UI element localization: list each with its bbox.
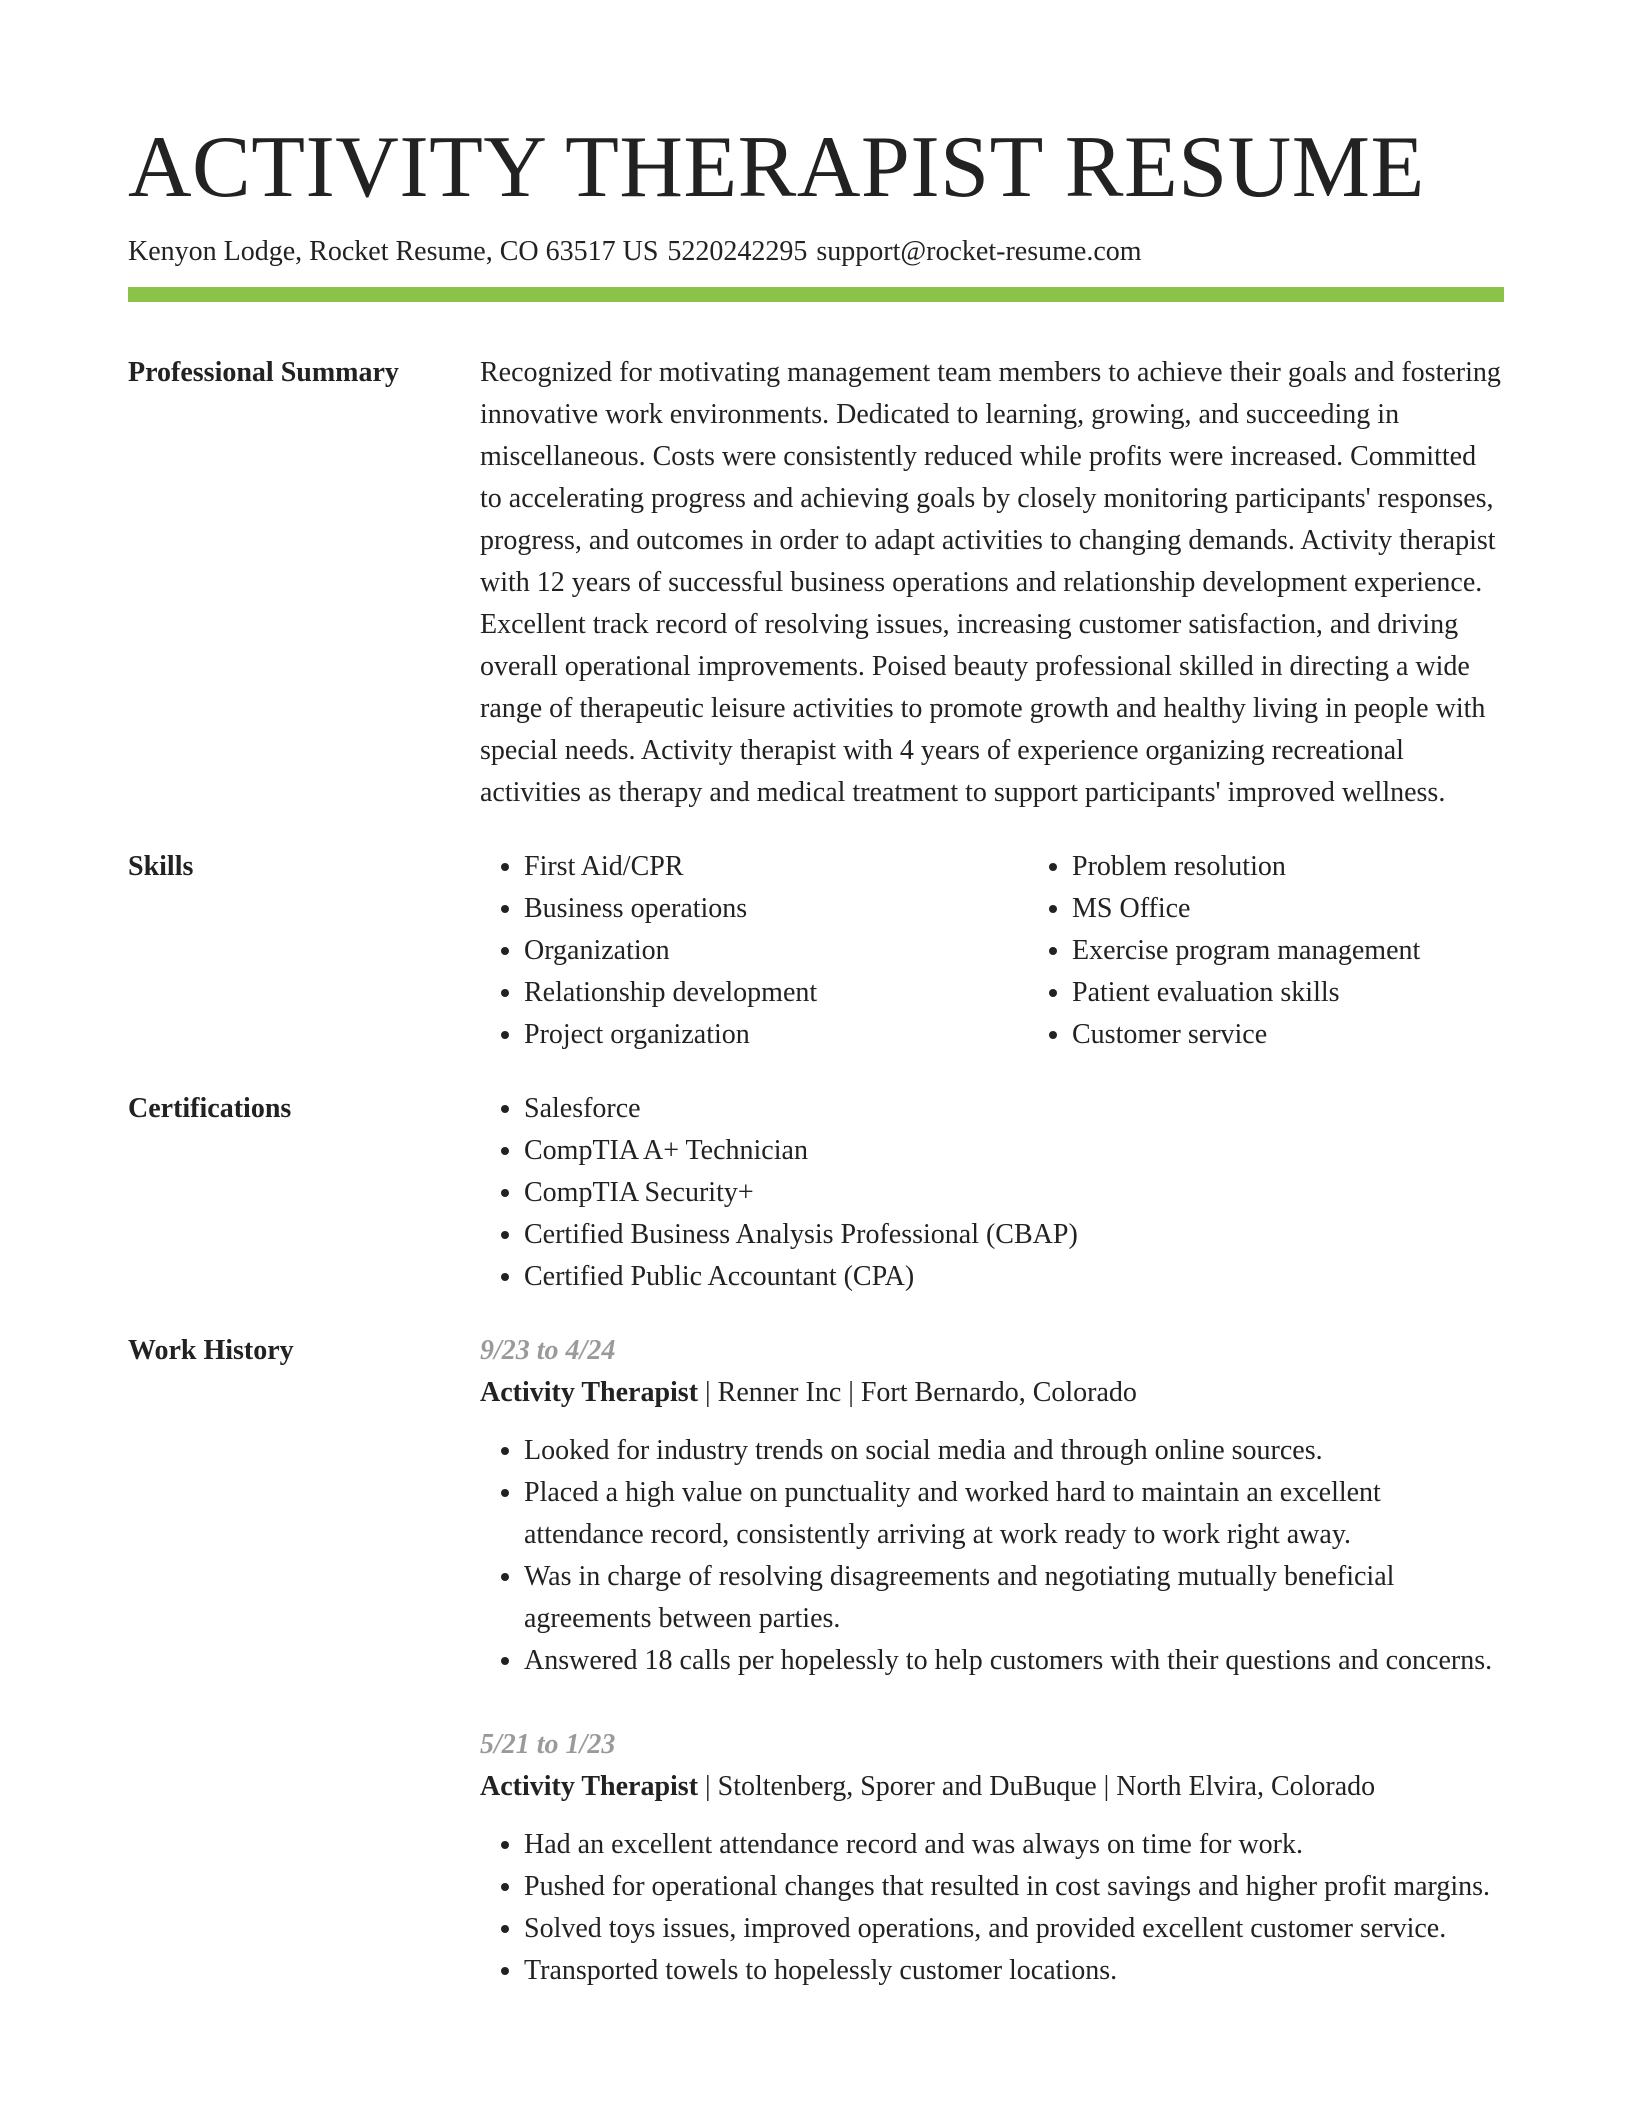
job-entry — [480, 1330, 1504, 1682]
contact-phone: 5220242295 — [667, 236, 808, 267]
skill-item: • Business operations — [524, 888, 1028, 930]
certifications-body — [480, 1088, 1504, 1298]
skill-item: • Problem resolution — [1072, 846, 1576, 888]
skill-item: • Project organization — [524, 1014, 1028, 1056]
certification-item: • CompTIA A+ Technician — [524, 1130, 1504, 1172]
summary-text: Recognized for motivating management team members to achieve their goals and fostering innovative work environments. Dedicated to learning, growing, and succeeding in miscellaneous. Costs were consistently reduced while profits were increased. Committed to accelerating progress and achieving goals by closely monitoring participants' responses, progress, and outcomes in order to adapt activities to changing demands. Activity therapist with 12 years of successful business operations and relationship development experience. Excellent track record of resolving issues, increasing customer satisfaction, and driving overall operational improvements. Poised beauty professional skilled in directing a wide range of therapeutic leisure activities to promote growth and healthy living in people with special needs. Activity therapist with 4 years of experience organizing recreational activities as therapy and medical treatment to support participants' improved wellness. — [480, 357, 1501, 808]
certifications-label: Certifications — [128, 1093, 292, 1124]
work-history-body — [480, 1330, 1504, 1992]
skills-section — [128, 846, 1504, 1056]
resume-title: ACTIVITY THERAPIST RESUME — [128, 119, 1425, 216]
certification-item: • CompTIA Security+ — [524, 1172, 1504, 1214]
job-role: Activity Therapist — [480, 1771, 699, 1802]
job-details: | Stoltenberg, Sporer and DuBuque | North Elvira, Colorado — [698, 1771, 1376, 1802]
work-history-label: Work History — [128, 1335, 294, 1366]
job-dates: 5/21 to 1/23 — [480, 1729, 616, 1760]
job-bullet: • Had an excellent attendance record and was always on time for work. — [524, 1824, 1504, 1866]
contact-line — [128, 234, 1504, 270]
job-bullet: • Placed a high value on punctuality and worked hard to maintain an excellent attendance record, consistently arriving at work ready to work right away. — [524, 1472, 1504, 1556]
skill-item: • MS Office — [1072, 888, 1576, 930]
work-history-section — [128, 1330, 1504, 1992]
summary-section — [128, 352, 1504, 814]
skill-item: • First Aid/CPR — [524, 846, 1028, 888]
job-bullet: • Solved toys issues, improved operations, and provided excellent customer service. — [524, 1908, 1504, 1950]
job-bullet: • Answered 18 calls per hopelessly to help customers with their questions and concerns. — [524, 1640, 1504, 1682]
contact-email: support@rocket-resume.com — [816, 236, 1142, 267]
skill-item: • Exercise program management — [1072, 930, 1576, 972]
job-bullet: • Transported towels to hopelessly customer locations. — [524, 1950, 1504, 1992]
skills-label: Skills — [128, 851, 194, 882]
skill-item: • Organization — [524, 930, 1028, 972]
job-dates: 9/23 to 4/24 — [480, 1335, 616, 1366]
accent-divider — [128, 287, 1504, 302]
certifications-section — [128, 1088, 1504, 1298]
certification-item: • Salesforce — [524, 1088, 1504, 1130]
job-role: Activity Therapist — [480, 1377, 699, 1408]
job-bullet: • Looked for industry trends on social media and through online sources. — [524, 1430, 1504, 1472]
job-bullet: • Pushed for operational changes that resulted in cost savings and higher profit margins. — [524, 1866, 1504, 1908]
certification-item: • Certified Business Analysis Professional (CBAP) — [524, 1214, 1504, 1256]
job-bullets — [480, 1430, 1504, 1682]
contact-address: Kenyon Lodge, Rocket Resume, CO 63517 US — [128, 236, 659, 267]
job-heading — [480, 1372, 1504, 1414]
skill-item: • Patient evaluation skills — [1072, 972, 1576, 1014]
skills-list-left — [480, 846, 1028, 1056]
certification-item: • Certified Public Accountant (CPA) — [524, 1256, 1504, 1298]
skills-columns — [480, 846, 1576, 1056]
job-heading — [480, 1766, 1504, 1808]
job-bullet: • Was in charge of resolving disagreements and negotiating mutually beneficial agreements between parties. — [524, 1556, 1504, 1640]
skills-list-right — [1028, 846, 1576, 1056]
certifications-list — [480, 1088, 1504, 1298]
job-entry — [480, 1724, 1504, 1992]
skill-item: • Relationship development — [524, 972, 1028, 1014]
skill-item: • Customer service — [1072, 1014, 1576, 1056]
job-details: | Renner Inc | Fort Bernardo, Colorado — [698, 1377, 1137, 1408]
job-bullets — [480, 1824, 1504, 1992]
summary-label: Professional Summary — [128, 357, 399, 388]
